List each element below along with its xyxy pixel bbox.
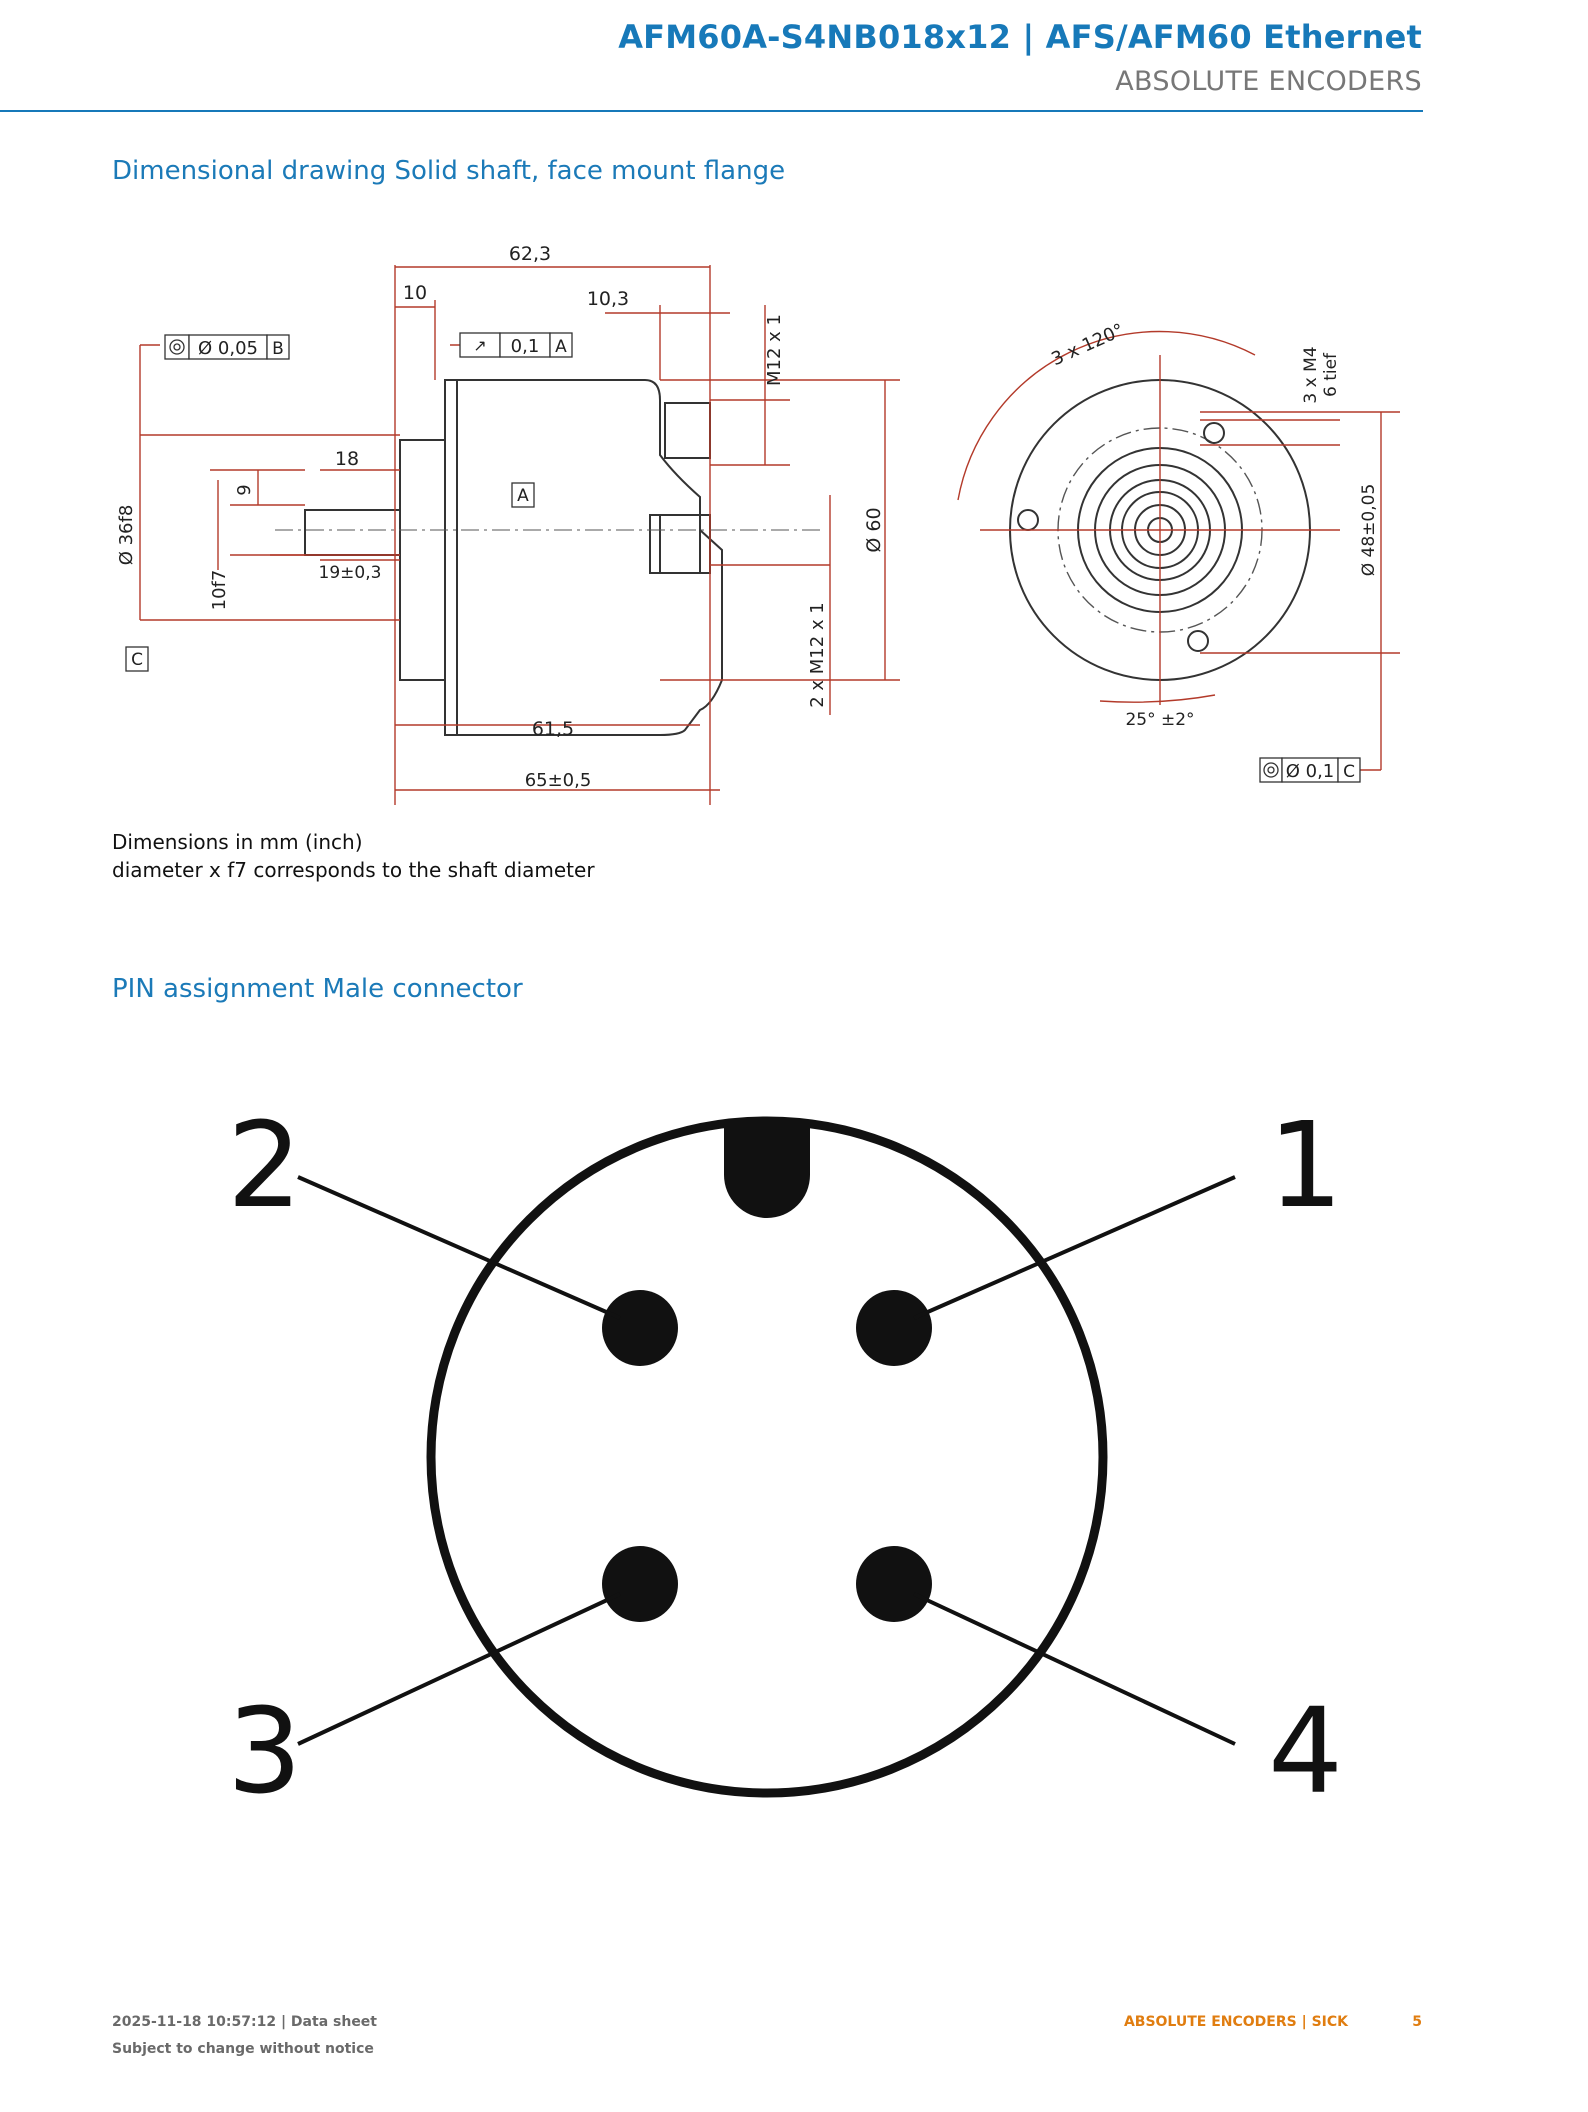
dimensional-drawing-title: Dimensional drawing Solid shaft, face mount flange bbox=[112, 156, 786, 186]
runout-symbol-icon: ↗ bbox=[473, 336, 487, 355]
footer-brand: ABSOLUTE ENCODERS | SICK bbox=[1123, 2014, 1348, 2030]
pin-2-contact bbox=[602, 1290, 678, 1366]
dim-holes-angle: 3 x 120° bbox=[1048, 319, 1128, 371]
dim-connector-offset: 10,3 bbox=[586, 288, 630, 310]
pin-4-leader bbox=[914, 1594, 1235, 1744]
dim-bolt-circle: Ø 48±0,05 bbox=[1359, 483, 1379, 577]
pin-3-contact bbox=[602, 1546, 678, 1622]
tolerance-datum-c: C bbox=[1343, 762, 1355, 782]
dim-flange-offset: 10 bbox=[402, 282, 428, 304]
tolerance-runout: 0,1 bbox=[510, 336, 540, 357]
pin-3-label: 3 bbox=[227, 1682, 303, 1820]
dim-total-length: 65±0,5 bbox=[524, 770, 592, 791]
pin-2-label: 2 bbox=[227, 1096, 303, 1234]
pin-assignment-title: PIN assignment Male connector bbox=[112, 974, 523, 1004]
tolerance-concentricity-c: Ø 0,1 bbox=[1285, 761, 1335, 782]
pin-2-leader bbox=[298, 1177, 620, 1318]
dim-connector-thread: M12 x 1 bbox=[764, 314, 785, 386]
dim-holes-thread: 3 x M4 bbox=[1301, 346, 1321, 404]
connector-key bbox=[724, 1125, 810, 1218]
pin-1-contact bbox=[856, 1290, 932, 1366]
tolerance-concentricity-b: Ø 0,05 bbox=[198, 338, 258, 359]
connector-top-outline bbox=[665, 403, 710, 458]
datum-a-label: A bbox=[517, 486, 529, 506]
pin-assignment-diagram bbox=[150, 1070, 1380, 1850]
dim-connector-thread-2: 2 x M12 x 1 bbox=[807, 602, 828, 708]
dim-body-diameter: Ø 60 bbox=[863, 507, 885, 553]
document-category: ABSOLUTE ENCODERS bbox=[1115, 66, 1422, 97]
connector-outline bbox=[431, 1121, 1103, 1793]
footer-timestamp: 2025-11-18 10:57:12 | Data sheet bbox=[112, 2014, 377, 2030]
drawing-note-shaft: diameter x f7 corresponds to the shaft diameter bbox=[112, 858, 595, 882]
tolerance-datum-b: B bbox=[272, 339, 284, 359]
document-title: AFM60A-S4NB018x12 | AFS/AFM60 Ethernet bbox=[618, 18, 1422, 56]
dimensional-drawing bbox=[100, 225, 1400, 825]
pin-1-leader bbox=[914, 1177, 1235, 1318]
dim-shaft-length: 18 bbox=[334, 448, 360, 470]
dim-body-length: 61,5 bbox=[531, 718, 575, 740]
dim-holes-depth: 6 tief bbox=[1321, 352, 1341, 398]
pin-3-leader bbox=[298, 1594, 620, 1744]
dim-shaft-diameter: 10f7 bbox=[209, 569, 230, 611]
flange-outline bbox=[400, 440, 445, 680]
pin-1-label: 1 bbox=[1268, 1096, 1344, 1234]
shaft-outline bbox=[305, 510, 400, 555]
pin-4-label: 4 bbox=[1268, 1682, 1344, 1820]
dim-hole-angle: 25° ±2° bbox=[1125, 710, 1195, 730]
dim-shaft-tolerance: 19±0,3 bbox=[318, 563, 382, 583]
footer-notice: Subject to change without notice bbox=[112, 2041, 374, 2057]
encoder-body-outline bbox=[445, 380, 722, 735]
drawing-note-units: Dimensions in mm (inch) bbox=[112, 830, 363, 854]
pin-4-contact bbox=[856, 1546, 932, 1622]
dim-overall-length: 62,3 bbox=[508, 243, 552, 265]
footer-page-number: 5 bbox=[1412, 2014, 1422, 2030]
tolerance-runout-datum: A bbox=[555, 337, 567, 357]
header-divider bbox=[0, 110, 1423, 112]
dim-flange-diameter: Ø 36f8 bbox=[116, 504, 137, 566]
datum-c-label: C bbox=[131, 650, 143, 670]
dim-shaft-flat: 9 bbox=[234, 484, 255, 496]
